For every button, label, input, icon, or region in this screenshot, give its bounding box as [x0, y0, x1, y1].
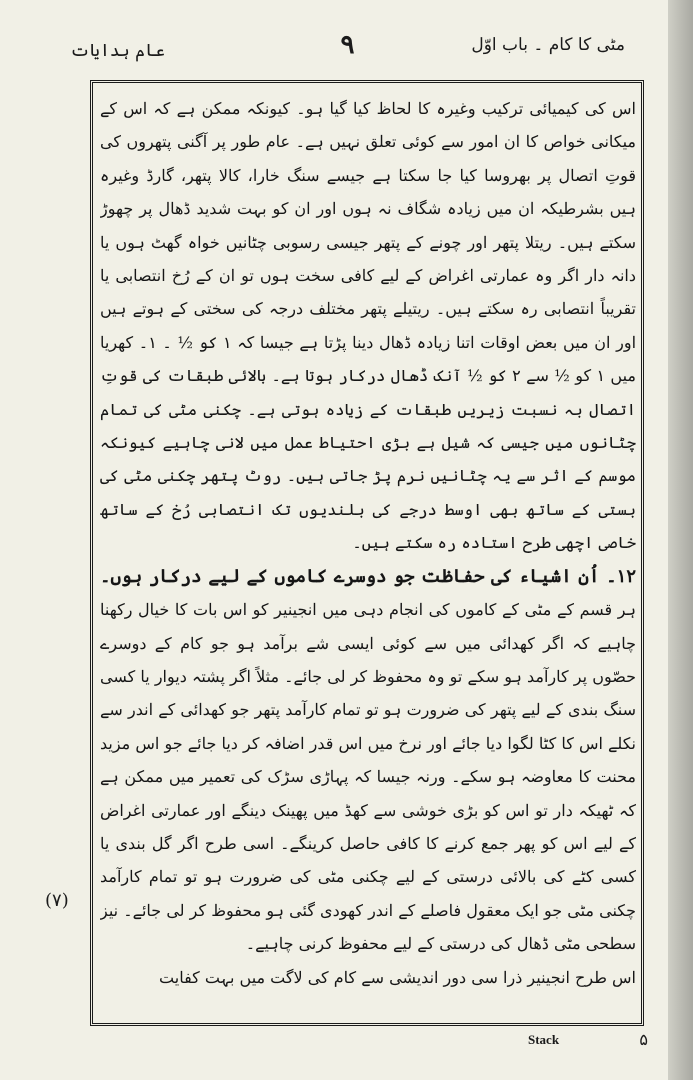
running-header — [70, 30, 625, 70]
stack-label: Stack — [528, 1032, 560, 1047]
section-title: عام ہدایات — [70, 41, 166, 61]
chapter-title: مٹی کا کام ۔ باب اوّل — [471, 35, 625, 55]
book-spine-edge — [668, 0, 693, 1080]
margin-note: (۷) — [45, 890, 69, 911]
page-number-header: ۹ — [340, 30, 355, 60]
footer-page-number: ۵ — [639, 1030, 648, 1049]
section-heading-12: ۱۲۔ اُن اشیاء کی حفاظت جو دوسرے کاموں کے لیے درکار ہوں۔ — [100, 565, 636, 587]
page-footer — [528, 1030, 648, 1054]
paragraph-2: ہر قسم کے مٹی کے کاموں کی انجام دہی میں انجینیر کو اس بات کا خیال رکھنا چاہیے کہ اگر کھدائی میں سے کوئی ایسی شے برآمد ہو جو کام کے دوسرے حصّوں پر کارآمد ہو سکے تو وہ محفوظ کر لی جائے۔ مثلاً اگر پشتہ دیوار یا کسی سنگ بندی کے لیے پتھر کی ضرورت ہو تو تمام کارآمد پتھر جو کھدائی کے اندر سے نکلے اس کا کٹا لگوا دیا جائے اور نرخ میں اس قدر اضافہ کر دیا جائے جو اس مزید محنت کا معاوضہ ہو سکے۔ ورنہ جیسا کہ پہاڑی سڑک کی تعمیر میں ممکن ہے کہ ٹھیکہ دار تو اس کو بڑی خوشی سے کھڈ میں پھینک دینگے اور عمارتی اغراض کے لیے اس کو پھر جمع کرنے کا کافی حاصل کرینگے۔ اسی طرح اگر گل بندی یا کسی کٹے کی بالائی درستی کے لیے چکنی مٹی کی ضرورت ہو تو تمام کارآمد چکنی مٹی جو ایک معقول فاصلے کے اندر کھودی گئی ہو محفوظ کر لی جائے۔ نیز سطحی مٹی ڈھال کی درستی کے لیے محفوظ کرنی چاہیے۔ — [100, 600, 636, 954]
paragraph-3: اس طرح انجینیر ذرا سی دور اندیشی سے کام کی لاگت میں بہت کفایت — [159, 967, 636, 987]
body-text — [100, 92, 636, 1017]
paragraph-1: اس کی کیمیائی ترکیب وغیرہ کا لحاظ کیا گیا ہو۔ کیونکہ ممکن ہے کہ اس کے میکانی خواص کا ان امور سے کوئی تعلق نہیں ہے۔ عام طور پر آگنی پتھروں کی قوتِ اتصال پر بھروسا کیا جا سکتا ہے جیسے سنگ خارا، کالا پتھر، گارڈ وغیرہ ہیں بشرطیکہ ان میں زیادہ شگاف نہ ہوں اور ان کو بہت شدید ڈھال پر چھوڑ سکتے ہیں۔ ریتلا پتھر اور چونے کے پتھر جیسی رسوبی چٹانیں خواہ گھٹ ہوں یا دانہ دار اگر وہ عمارتی اغراض کے لیے کافی سخت ہوں تو ان کے رُخ انتصابی یا تقریباً انتصابی رہ سکتے ہیں۔ ریتیلے پتھر مختلف درجہ کی سختی کے ہوتے ہیں اور ان میں بعض اوقات اتنا زیادہ ڈھال دینا پڑتا ہے جیسا کہ ۱ کو ½ ۔ ۱۔ کھریا میں ۱ کو ½ سے ۲ کو ½ آنک ڈھال درکار ہوتا ہے۔ بالائی طبقات کی قوتِ اتصال بہ نسبت زیریں طبقات کے زیادہ ہوتی ہے۔ چکنی مٹی کی تمام چٹانوں میں جیسی کہ شیل ہے بڑی احتیاط عمل میں لانی چاہیے کیونکہ موسم کے اثر سے یہ چٹانیں نرم پڑ جاتی ہیں۔ روٹ پتھر چکنی مٹی کی بستی کے ساتھ بھی اوسط درجے کی بلندیوں تک انتصابی رُخ کے ساتھ خاصی اچھی طرح استادہ رہ سکتے ہیں۔ — [100, 99, 636, 553]
